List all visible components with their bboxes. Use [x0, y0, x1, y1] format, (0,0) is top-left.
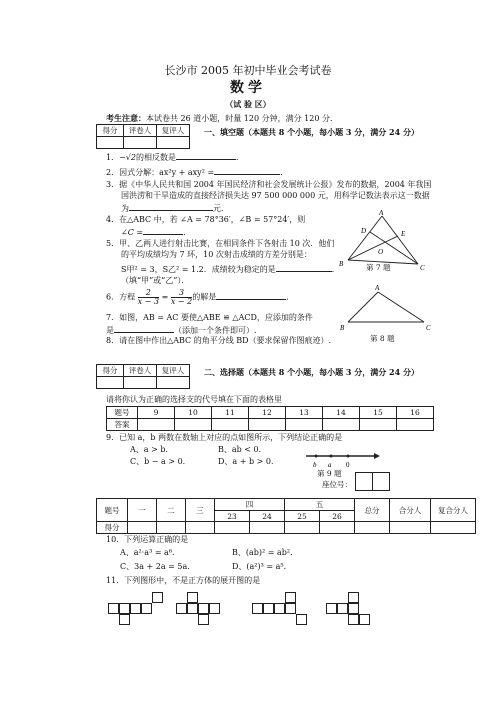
fig7-label-o: O: [378, 248, 384, 256]
summary-score-cell[interactable]: [390, 522, 431, 534]
question-7-line2: [106, 324, 257, 336]
question-5-line3: S甲² = 3，S乙² = 1.2．成绩较为稳定的是 ．: [121, 265, 340, 274]
cube-net-option-d[interactable]: [326, 592, 382, 626]
score-summary-table: [96, 498, 476, 534]
question-6: 6．方程 $\frac{2}{x - 3}$ = $\frac{3}{x - 2}$ 的解是 ．: [106, 288, 295, 306]
q10-option-a: A、a²·a³ = a⁶．: [120, 548, 181, 557]
question-10-stem: 10．下列运算正确的是: [106, 535, 189, 544]
figure-9-caption: 第 9 题: [317, 469, 342, 478]
question-4-line2: ∠C = ．: [121, 228, 192, 237]
q4-answer-blank[interactable]: [143, 226, 183, 235]
answer-table-header-row: [107, 407, 434, 419]
q10-option-d: D、(a²)³ = a⁵．: [232, 562, 292, 571]
section2-instruction: 请将你认为正确的选择支的代号填在下面的表格里: [106, 395, 282, 404]
q7-prefix: 是: [106, 326, 114, 335]
number-line-label-a: a: [328, 461, 332, 469]
cube-net-option-c[interactable]: [252, 592, 308, 626]
q3-unit: 元．: [213, 204, 229, 213]
summary-group-5: 五: [285, 499, 355, 511]
q6-number: 6．方程: [106, 292, 136, 302]
q7-suffix: （添加一个条件即可）.: [174, 326, 257, 335]
answer-cell[interactable]: [360, 419, 397, 431]
seat-number-box-2[interactable]: [372, 472, 390, 491]
answer-table-answer-label: 答案: [107, 419, 138, 431]
q9-option-c: C、b − a > 0．: [130, 457, 191, 466]
answer-table-num: 14: [323, 407, 360, 419]
answer-table-num: 13: [286, 407, 323, 419]
summary-group-4: 四: [215, 499, 285, 511]
q9-option-a: A、a > b．: [130, 445, 174, 454]
number-line-label-zero: 0: [346, 461, 350, 469]
summary-rescorer: 复合分人: [431, 499, 476, 522]
q5-answer-blank[interactable]: [276, 263, 332, 272]
score-cell[interactable]: [124, 137, 157, 149]
question-3-line2: 国洪涝和干旱造成的直接经济损失达 97 500 000 000 元，用科学记数法表示这一数据: [121, 191, 430, 200]
q10-option-c: C、3a + 2a = 5a．: [120, 562, 196, 571]
figure-8-triangle: [336, 284, 440, 334]
summary-q26: 26: [320, 511, 355, 522]
answer-table-num: 15: [360, 407, 397, 419]
fig7-label-b: B: [339, 260, 344, 268]
answer-table-num: 16: [397, 407, 434, 419]
q2-answer-blank[interactable]: [214, 166, 280, 175]
score-box-section1: [96, 124, 190, 149]
summary-q24: 24: [250, 511, 285, 522]
answer-cell[interactable]: [397, 419, 434, 431]
paper-type: （试 验 区）: [225, 99, 271, 109]
answer-table-num: 12: [249, 407, 286, 419]
answer-table: [106, 406, 434, 431]
summary-score-cell[interactable]: [250, 522, 285, 534]
number-line-label-b: b: [313, 461, 317, 469]
seat-number-box-1[interactable]: [355, 472, 373, 491]
score-box-section2: [96, 364, 190, 389]
summary-score-cell[interactable]: [186, 522, 215, 534]
summary-q23: 23: [215, 511, 250, 522]
q9-option-d: D、a + b > 0．: [218, 457, 279, 466]
score-box-defen: 得分: [97, 125, 124, 137]
fig7-label-e: E: [401, 230, 406, 238]
answer-table-num: 9: [138, 407, 175, 419]
q1-text: 的相反数是: [135, 153, 176, 162]
exam-title: 长沙市 2005 年初中毕业会考试卷: [164, 64, 332, 77]
question-3-line1: 3．据《中华人民共和国 2004 年国民经济和社会发展统计公报》发布的数据，2004 年我国: [106, 180, 432, 189]
q9-option-b: B、ab < 0．: [218, 445, 267, 454]
section1-title: 一、填空题（本题共 8 个小题，每小题 3 分，满分 24 分）: [204, 127, 419, 137]
notice-label: 考生注意：: [106, 113, 146, 123]
summary-col-3: 三: [186, 499, 215, 522]
summary-score-cell[interactable]: [355, 522, 390, 534]
fig8-label-a: A: [375, 284, 380, 292]
q2-number: 2．: [106, 168, 120, 177]
score-box-pingjuan: 评卷人: [124, 365, 157, 377]
answer-cell[interactable]: [212, 419, 249, 431]
cube-net-option-b[interactable]: [176, 592, 232, 626]
q3-prefix: 为: [121, 204, 129, 213]
answer-cell[interactable]: [323, 419, 360, 431]
question-9-stem: 9．已知 a，b 两数在数轴上对应的点如图所示，下列结论正确的是: [106, 433, 343, 442]
summary-score-cell[interactable]: [157, 522, 186, 534]
question-5-line2: 的平均成绩均为 7 环，10 次射击成绩的方差分别是：: [121, 250, 312, 259]
q4-prefix: ∠C =: [121, 228, 144, 237]
q1-expr: −√2: [119, 153, 136, 162]
q6-fraction-2: $\frac{3}{x - 2}$: [170, 288, 193, 306]
score-box-pingjuan: 评卷人: [124, 125, 157, 137]
figure-7-caption: 第 7 题: [366, 263, 391, 272]
q1-number: 1．: [106, 153, 120, 162]
score-box-fuping: 复评人: [157, 365, 190, 377]
answer-cell[interactable]: [175, 419, 212, 431]
subject-title: 数学: [230, 80, 266, 96]
fig8-label-b: B: [340, 324, 345, 332]
fig7-label-d: D: [361, 227, 367, 235]
notice-text: 本试卷共 26 道小题，时量 120 分钟，满分 120 分.: [146, 114, 333, 123]
seat-number-label: 座位号：: [322, 480, 352, 489]
question-11-stem: 11．下列图形中，不是正方体的展开图的是: [106, 576, 261, 585]
q5-variance-text: S甲² = 3，S乙² = 1.2．成绩较为稳定的是: [121, 265, 276, 274]
question-5-line1: 5．甲、乙两人进行射击比赛，在相同条件下各射击 10 次．他们: [106, 239, 335, 248]
summary-col-2: 二: [157, 499, 186, 522]
summary-q25: 25: [285, 511, 320, 522]
answer-cell[interactable]: [138, 419, 175, 431]
summary-total: 总分: [355, 499, 390, 522]
section2-title: 二、选择题（本题共 8 个小题，每小题 3 分，满分 24 分）: [204, 367, 419, 377]
figure-8-caption: 第 8 题: [370, 334, 395, 343]
score-cell[interactable]: [124, 377, 157, 389]
answer-cell[interactable]: [286, 419, 323, 431]
question-1: 1．−√2的相反数是 ．: [106, 153, 244, 162]
question-4-line1: 4．在△ABC 中，若 ∠A = 78°36′，∠B = 57°24′，则: [106, 215, 306, 224]
answer-cell[interactable]: [249, 419, 286, 431]
summary-score-cell[interactable]: [128, 522, 157, 534]
summary-label: 题号: [97, 499, 128, 522]
score-cell[interactable]: [157, 377, 190, 389]
answer-table-label: 题号: [107, 407, 138, 419]
question-7-line1: 7．如图，AB = AC 要使△ABE ≌ △ACD，应添加的条件: [106, 313, 313, 322]
score-cell[interactable]: [157, 137, 190, 149]
summary-col-1: 一: [128, 499, 157, 522]
answer-table-answer-row: [107, 419, 434, 431]
q9-number-line: [304, 448, 380, 470]
q7-answer-blank[interactable]: [114, 324, 174, 333]
score-box-defen: 得分: [97, 365, 124, 377]
question-3-line3: [121, 202, 229, 214]
cube-net-option-a[interactable]: [108, 592, 164, 626]
summary-score-cell[interactable]: [285, 522, 320, 534]
answer-table-num: 10: [175, 407, 212, 419]
summary-score-cell[interactable]: [215, 522, 250, 534]
exam-notice: [106, 113, 333, 124]
fig7-label-c: C: [420, 264, 425, 272]
q6-text: 的解是: [192, 292, 217, 302]
score-box-fuping: 复评人: [157, 125, 190, 137]
fig7-label-a: A: [379, 209, 384, 217]
fig8-label-c: C: [426, 324, 431, 332]
summary-score-cell[interactable]: [431, 522, 476, 534]
summary-score-cell[interactable]: [320, 522, 355, 534]
q6-fraction-1: $\frac{2}{x - 3}$: [137, 288, 160, 306]
score-cell[interactable]: [97, 137, 124, 149]
q1-answer-blank[interactable]: [176, 151, 236, 160]
q3-answer-blank[interactable]: [129, 202, 213, 211]
answer-table-num: 11: [212, 407, 249, 419]
q2-text: 因式分解：ax²y + axy² =: [119, 168, 215, 177]
q6-answer-blank[interactable]: [216, 291, 286, 300]
question-5-line4: （填“甲”或“乙”）．: [121, 276, 190, 285]
q6-equals: =: [161, 292, 169, 302]
question-2: 2．因式分解：ax²y + axy² = ．: [106, 168, 289, 177]
question-8: 8．请在图中作出△ABC 的角平分线 BD（要求保留作图痕迹）.: [106, 336, 332, 345]
score-cell[interactable]: [97, 377, 124, 389]
summary-row-label: 得分: [97, 522, 128, 534]
q10-option-b: B、(ab)² = ab²．: [232, 548, 299, 557]
summary-scorer: 合分人: [390, 499, 431, 522]
